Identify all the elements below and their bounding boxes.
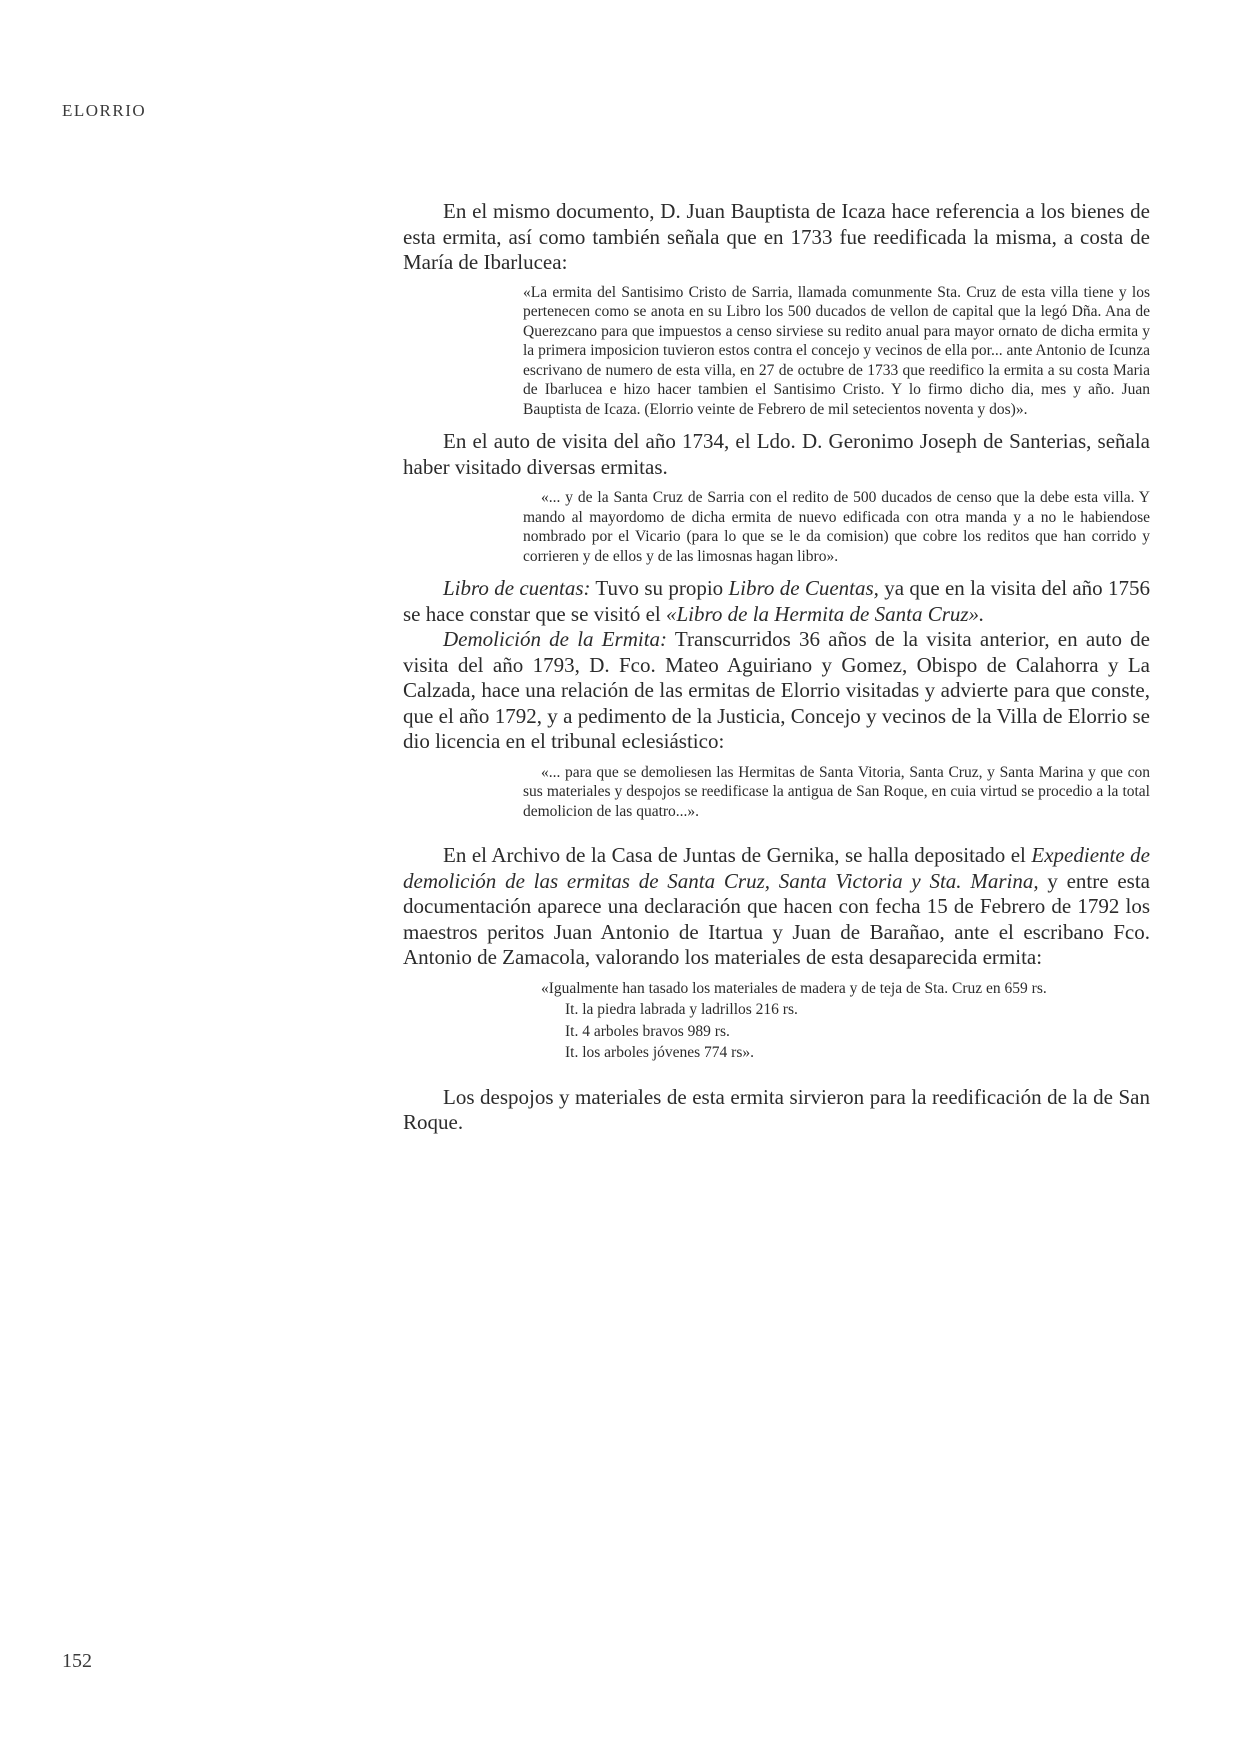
archivo-text-b: y entre esta documentación aparece una declaración que hacen con fecha 15 de Febrero de 1792 los maestros peritos Juan Antonio de Itartua y Juan de Barañao, ante el escribano Fco. Antonio de Zamacola, valorando los materiales de esta desaparecida ermita: xyxy=(403,868,1150,969)
quote-demoliesen-hermitas: «... para que se demoliesen las Hermitas de Santa Vitoria, Santa Cruz, y Santa Marina y que con sus materiales y despojos se reedificase la antigua de San Roque, en cuia virtud se procedio a la total demolicion de las quatro...». xyxy=(523,763,1150,820)
paragraph-auto-visita-1734: En el auto de visita del año 1734, el Ldo. D. Geronimo Joseph de Santerias, señala haber visitado diversas ermitas. xyxy=(403,429,1150,479)
main-text-column xyxy=(403,199,1150,1136)
tasacion-item: It. la piedra labrada y ladrillos 216 rs. xyxy=(565,1001,798,1018)
tasacion-intro: «Igualmente han tasado los materiales de madera y de teja de Sta. Cruz en 659 rs. xyxy=(541,979,1047,997)
paragraph-documento: En el mismo documento, D. Juan Bauptista de Icaza hace referencia a los bienes de esta ermita, así como también señala que en 1733 fue reedificada la misma, a costa de María de Ibarlucea: xyxy=(403,199,1150,274)
running-head: ELORRIO xyxy=(62,101,147,120)
libro-cuentas-text-b: ya que en la visita del año 1756 se hace constar que se visitó el xyxy=(403,576,1150,626)
libro-cuentas-label: Libro de cuentas: xyxy=(443,576,591,600)
paragraph-archivo-gernika xyxy=(403,843,1150,971)
paragraph-libro-cuentas xyxy=(403,576,1150,627)
page-number: 152 xyxy=(62,1650,92,1672)
archivo-text-a: En el Archivo de la Casa de Juntas de Gernika, se halla depositado el xyxy=(443,843,1032,867)
tasacion-item: It. 4 arboles bravos 989 rs. xyxy=(565,1022,730,1040)
archivo-italic-expediente: Expediente de demolición de las ermitas de Santa Cruz, Santa Victoria y Sta. Marina, xyxy=(403,843,1150,893)
demolicion-text: Transcurridos 36 años de la visita anterior, en auto de visita del año 1793, D. Fco. Mateo Aguiriano y Gomez, Obispo de Calahorra y La Calzada, hace una relación de las ermitas de Elorrio visitadas y advierte para que conste, que el año 1792, y a pedimento de la Justicia, Concejo y vecinos de la Villa de Elorrio se dio licencia en el tribunal eclesiástico: xyxy=(403,627,1150,753)
libro-cuentas-italic-a: Libro de Cuentas, xyxy=(728,576,879,600)
demolicion-label: Demolición de la Ermita: xyxy=(443,627,668,651)
quote-santa-cruz-sarria: «... y de la Santa Cruz de Sarria con el redito de 500 ducados de censo que la debe esta villa. Y mando al mayordomo de dicha ermita de nuevo edificada con otra manda y a no le habiendose nombrado por el Vicario (para lo que se le da comision) que cobre los reditos que han corrido y corrieren y de ellos y de las limosnas hagan libro». xyxy=(523,489,1150,565)
paragraph-despojos: Los despojos y materiales de esta ermita sirvieron para la reedificación de la de San Roque. xyxy=(403,1084,1150,1134)
libro-cuentas-italic-b: «Libro de la Hermita de Santa Cruz». xyxy=(666,601,985,626)
tasacion-item: It. los arboles jóvenes 774 rs». xyxy=(565,1044,754,1061)
libro-cuentas-text-a: Tuvo su propio xyxy=(590,576,729,600)
quote-ermita-santisimo-cristo: «La ermita del Santisimo Cristo de Sarria, llamada comunmente Sta. Cruz de esta villa tiene y los pertenecen como se anota en su Libro los 500 ducados de vellon de capital que la legó Dña. Ana de Querezcano para que impuestos a censo sirviese su redito anual para mayor ornato de dicha ermita y la primera imposicion tuvieron estos contra el concejo y vecinos de ella por... ante Antonio de Icunza escrivano de numero de esta villa, en 27 de octubre de 1733 que reedifico la ermita a su costa Maria de Ibarlucea e hizo hacer tambien el Santisimo Cristo. Y lo firmo dicho dia, mes y año. Juan Bauptista de Icaza. (Elorrio veinte de Febrero de mil setecientos noventa y dos)». xyxy=(523,283,1150,418)
quote-tasacion-materiales xyxy=(523,979,1150,1063)
paragraph-demolicion xyxy=(403,627,1150,755)
